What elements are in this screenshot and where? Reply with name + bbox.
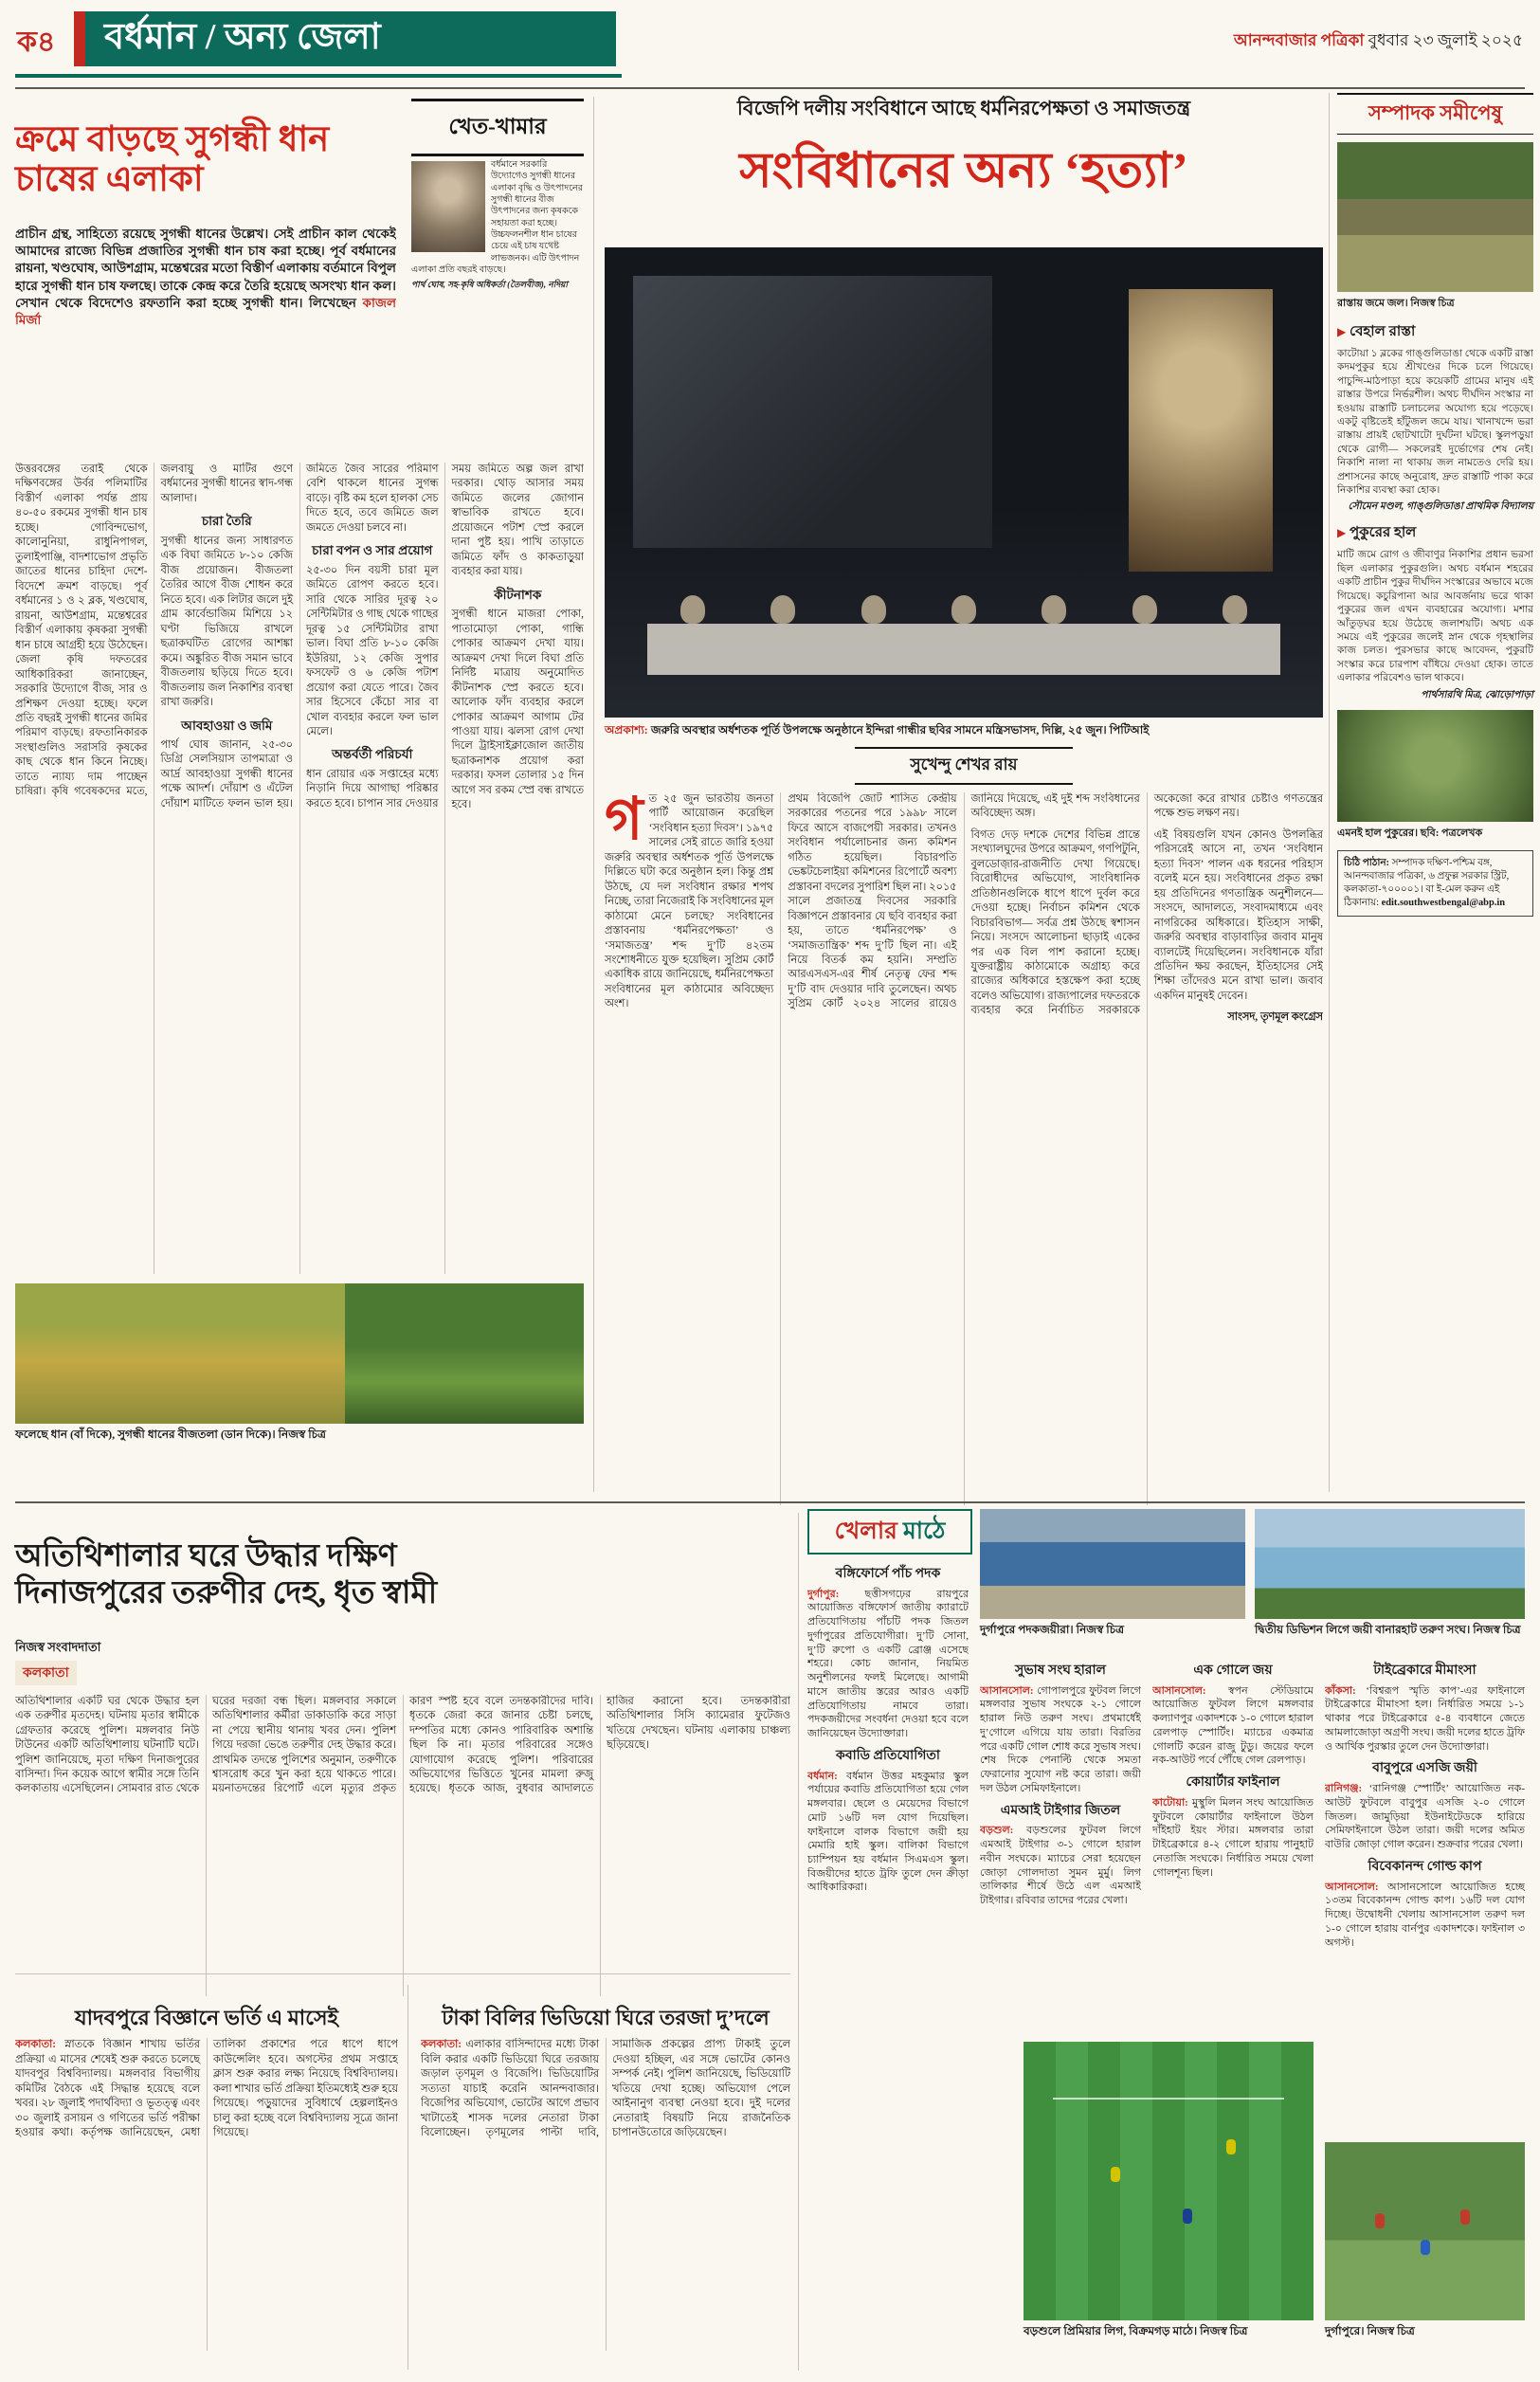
player-figure [1421, 2240, 1430, 2255]
sports-item-title: কবাডি প্রতিযোগিতা [836, 1748, 940, 1763]
farming-section-text: সুগন্ধী ধানের জন্য সাধারণত এক বিঘা জমিতে ৮-১০ কেজি বীজ প্রয়োজন। বীজতলা তৈরির আগে বীজ শোধন করে নিতে হবে। এক লিটার জলে দুই গ্রাম কার্বেন্ডাজিম মিশিয়ে ১২ ঘণ্টা ভিজিয়ে রাখলে ছত্রাকঘটিত রোগের আশঙ্কা কমে। অঙ্কুরিত বীজ সমান ভাবে বীজতলায় ছড়িয়ে দিতে হবে। বীজতলায় জল নিকাশির ব্যবস্থা রাখা জরুরি। [160, 535, 293, 709]
winning-team-photo [1255, 1509, 1525, 1619]
sports-column: টাইব্রেকারে মীমাংসা কাঁকসা: ‘বিশ্বরূপ স্মৃতি কাপ’-এর ফাইনালে টাইব্রেকারে মীমাংসা হল। নির্ধারিত সময়ে ১-১ থাকার পরে টাইব্রেকারে ৫-৪ ব্যবধানে জেতে আমলাজোড়া অগ্রণী সংঘ। জয়ী দলের হাতে ট্রফি ও আর্থিক পুরস্কার তুলে দেন উদ্যোক্তারা। বাবুপুরে এসজি জয়ী রানিগঞ্জ: ‘রানিগঞ্জ স্পোর্টিং’ আয়োজিত নক-আউট ফুটবলে বাবুপুর এসজি ২-০ গোলে জিতল। জামুড়িয়া ইউনাইটেডকে হারিয়ে সেমিফাইনালে উঠল তারা। জয়ী দলের অমিত বাউরি জোড়া গোল করেন। শুক্রবার পরের খেলা। বিবেকানন্দ গোল্ড কাপ আসানসোল: আসানসোলে আয়োজিত হচ্ছে ১৩তম বিবেকানন্দ গোল্ড কাপ। ১৬টি দল যোগ দিচ্ছে। উদ্বোধনী খেলায় আসানসোল তরুণ দল ১-০ গোলে হারায় বার্নপুর একাদশকে। ফাইনাল ৩ অগস্ট। [1325, 1664, 1525, 1949]
letter2-title: ▶ পুকুরের হাল [1337, 525, 1417, 541]
sports-item-title: বিবেকানন্দ গোল্ড কাপ [1368, 1859, 1482, 1874]
farming-lead: উত্তরবঙ্গের তরাই থেকে দক্ষিণবঙ্গের উর্বর পলিমাটির বিস্তীর্ণ এলাকা পর্যন্ত প্রায় ৪০-৫০ রকমের সুগন্ধী ধান চাষ হচ্ছে। গোবিন্দভোগ, কালোনুনিয়া, রাধুনিপাগল, তুলাইপাঞ্জি, বাদশাভোগ প্রভৃতি জাতের ধানের চাহিদা দেশে-বিদেশে ক্রমশ বাড়ছে। পূর্ব বর্ধমানের ১ ও ২ ব্লক, খণ্ডঘোষ, রায়না, আউশগ্রাম, মন্তেশ্বরের বিস্তীর্ণ এলাকায় কৃষকরা সুগন্ধী ধান চাষে আগ্রহী হয়ে উঠেছেন। জেলা কৃষি দফতরের আধিকারিকরা জানাচ্ছেন, সরকারি উদ্যোগে বীজ, সার ও প্রশিক্ষণ দেওয়া হচ্ছে। ফলে প্রতি বছরই সুগন্ধী ধানের জমির পরিমাণ বাড়ছে। রফতানিকারক সংস্থাগুলিও সরাসরি কৃষকের কাছ থেকে ধান কিনে নিচ্ছে। তাতে ন্যায্য দাম পাচ্ছেন চাষিরা। কৃষি গবেষকদের মতে, জলবায়ু ও মাটির গুণে বর্ধমানের সুগন্ধী ধানের স্বাদ-গন্ধ আলাদা। [15, 464, 293, 798]
sports-item-title: বঙ্গিফোর্সে পাঁচ পদক [835, 1567, 941, 1581]
pond-photo [1337, 710, 1533, 822]
letters-photo2-caption: এমনই হাল পুকুরের। ছবি: পত্রলেখক [1337, 827, 1483, 839]
article-crime [15, 1513, 790, 1966]
farming-subhead: অন্তর্বর্তী পরিচর্যা [332, 747, 413, 762]
main-headline: সংবিধানের অন্য ‘হত্যা’ [739, 144, 1188, 198]
letter2-text: মাটি জমে রোগ ও জীবাণুর নিকাশির প্রধান ভরসা ছিল এলাকার পুকুরগুলি। অথচ বর্ধমান শহরের একটি প্রাচীন পুকুর দীর্ঘদিন সংস্কারের অভাবে মজে গিয়েছে। কচুরিপানা আর আবর্জনায় ভরে থাকা পুকুরের জল এখন ব্যবহারের অযোগ্য। মশার আঁতুড়ঘর হয়ে উঠেছে জলাশয়টি। অথচ এক সময়ে এই পুকুরের জলেই স্নান থেকে গৃহস্থালির কাজ চলত। পুরসভার কাছে আবেদন, পুকুরটি সংস্কার করে চারপাশ বাঁধিয়ে দেওয়া হোক। তাতে এলাকার পরিবেশও ভাল থাকবে। [1337, 550, 1533, 684]
farming-photo-caption: ফলেছে ধান (বাঁ দিকে), সুগন্ধী ধানের বীজতলা (ডান দিকে)। নিজস্ব চিত্র [15, 1427, 326, 1441]
indira-portrait [1129, 289, 1273, 572]
jadavpur-place: কলকাতা: [15, 2039, 57, 2051]
event-stage-photo [605, 247, 1323, 718]
farming-author: কাজল মির্জা [15, 295, 396, 328]
letter2-signature: পার্থসারথি মিত্র, ঝোড়োপাড়া [1421, 689, 1533, 700]
player-figure [1111, 2167, 1120, 2182]
letters-photo1-caption: রাস্তায় জমে জল। নিজস্ব চিত্র [1337, 298, 1455, 309]
paper-name: আনন্দবাজার পত্রিকা [1233, 31, 1365, 49]
main-photo-caption: অপ্রকাশ্য: জরুরি অবস্থার অর্ধশতক পূর্তি উপলক্ষে অনুষ্ঠানে ইন্দিরা গান্ধীর ছবির সামনে মন্ত্রিসভাসদ, দিল্লি, ২৫ জুন। পিটিআই [605, 722, 1150, 736]
crime-place: কলকাতা [15, 1661, 77, 1685]
farming-sidebar-note: বর্ধমানে সরকারি উদ্যোগেও সুগন্ধী ধানের এলাকা বৃদ্ধি ও উৎপাদনের সুগন্ধী ধানের বীজ উৎপাদনের জন্য কৃষককে সহায়তা করা হচ্ছে। উচ্চফলনশীল ধান চাষের চেয়ে এই চাষ যথেষ্ট লাভজনক। এটি উৎপাদন এলাকা প্রতি বছরই বাড়ছে। [411, 160, 583, 276]
article-cash-video [421, 1985, 790, 2370]
dais-table [647, 624, 1279, 676]
tarja-headline: টাকা বিলির ভিডিয়ো ঘিরে তরজা দু’দলে [442, 2006, 770, 2029]
farming-sidebar-credit: পার্থ ঘোষ, সহ-কৃষি অধিকর্তা (তৈলবীজ), নদিয়া [411, 280, 568, 290]
letter1-title: ▶ বেহাল রাস্তা [1337, 324, 1416, 339]
letter1-signature: সৌমেন মণ্ডল, গাঙ্গুলিডাঙা প্রাথমিক বিদ্যালয় [1348, 501, 1533, 513]
masthead-title: বর্ধমান / অন্য জেলা [104, 17, 381, 57]
sports-photo3-caption: বড়শুলে প্রিমিয়ার লিগ, বিক্রমগড় মাঠে। নিজস্ব চিত্র [1024, 2324, 1248, 2337]
sports-photo1-caption: দুর্গাপুরে পদকজয়ীরা। নিজস্ব চিত্র [980, 1623, 1125, 1636]
sports-label: খেলার মাঠে [807, 1509, 972, 1555]
farming-section-text: সুগন্ধী ধানে মাজরা পোকা, পাতামোড়া পোকা, গান্ধি পোকার আক্রমণ দেখা যায়। আক্রমণ দেখা দিলে বিঘা প্রতি নির্দিষ্ট মাত্রায় অনুমোদিত কীটনাশক স্প্রে করতে হবে। আলোক ফাঁদ ব্যবহার করলে পোকার আক্রমণ আগাম টের পাওয়া যায়। ঝলসা রোগ দেখা দিলে ট্রাইসাইক্লাজোল জাতীয় ছত্রাকনাশক প্রয়োগ করা দরকার। ফসল তোলার ১৫ দিন আগে সব রকম স্প্রে বন্ধ রাখতে হবে। [451, 609, 584, 811]
sports-item-title: এমআই টাইগার জিতল [1000, 1803, 1121, 1818]
main-body [605, 792, 1323, 1505]
sports-column: এক গোলে জয় আসানসোল: স্বপন স্টেডিয়ামে আয়োজিত ফুটবল লিগে মঙ্গলবার কল্যাণপুর একাদশকে ১-০ গোলে হারাল রেলপাড় স্পোর্টিং। ম্যাচের একমাত্র গোলটি করেন রাজু টুডু। জয়ের ফলে নক-আউট পর্বে পৌঁছে গেল রেলপাড়। কোয়ার্টার ফাইনাল কাটোয়া: মুস্থুলি মিলন সংঘ আয়োজিত ফুটবলে কোয়ার্টার ফাইনালে উঠল দাঁইহাট ইয়ং স্টার। মঙ্গলবার তারা টাইব্রেকারে ৪-২ গোলে হারায় পানুহাট নেতাজি সংঘকে। নির্ধারিত সময়ে খেলা গোলশূন্য ছিল। [1152, 1664, 1314, 1879]
article-jadavpur [15, 1985, 408, 2370]
tarja-place: কলকাতা: [421, 2039, 462, 2051]
header-rule [15, 87, 1525, 89]
letters-email-link[interactable]: edit.southwestbengal@abp.in [1381, 897, 1505, 908]
pitch-line [1053, 2098, 1285, 2100]
masthead-accent [15, 74, 622, 78]
farming-body [15, 463, 584, 1274]
player-figure [1375, 2213, 1385, 2228]
letter-bullet-icon: ▶ [1337, 325, 1347, 338]
letters-header: সম্পাদক সমীপেষু [1337, 93, 1533, 135]
crime-body: অতিথিশালার একটি ঘর থেকে উদ্ধার হল এক তরুণীর মৃতদেহ। ঘটনায় মৃতার স্বামীকে গ্রেফতার করেছে পুলিশ। মঙ্গলবার নিউ টাউনের একটি অতিথিশালায় ঘটনাটি ঘটে। পুলিশ জানিয়েছে, মৃতা দক্ষিণ দিনাজপুরের বাসিন্দা। দিন কয়েক আগে স্বামীর সঙ্গে তিনি কলকাতায় এসেছিলেন। সোমবার রাত থেকে ঘরের দরজা বন্ধ ছিল। মঙ্গলবার সকালে অতিথিশালার কর্মীরা ডাকাডাকি করে সাড়া না পেয়ে স্থানীয় থানায় খবর দেন। পুলিশ গিয়ে দরজা ভেঙে তরুণীর দেহ উদ্ধার করে। প্রাথমিক তদন্তে পুলিশের অনুমান, তরুণীকে শ্বাসরোধ করে খুন করা হয়ে থাকতে পারে। ময়নাতদন্তের রিপোর্ট এলে মৃত্যুর প্রকৃত কারণ স্পষ্ট হবে বলে তদন্তকারীদের দাবি। ধৃতকে জেরা করে জানার চেষ্টা চলছে, দম্পতির মধ্যে কোনও পারিবারিক অশান্তি ছিল কি না। মৃতার পরিবারের সঙ্গেও যোগাযোগ করেছে পুলিশ। পরিবারের অভিযোগের ভিত্তিতে খুনের মামলা রুজু হয়েছে। ধৃতকে আজ, বুধবার আদালতে হাজির করানো হবে। তদন্তকারীরা অতিথিশালার সিসি ক্যামেরার ফুটেজও খতিয়ে দেখছেন। ঘটনায় এলাকায় চাঞ্চল্য ছড়িয়েছে। [15, 1695, 790, 1795]
letters-contact-box: চিঠি পাঠান: সম্পাদক দক্ষিণ-পশ্চিম বঙ্গ, আনন্দবাজার পত্রিকা, ৬ প্রফুল্ল সরকার স্ট্রিট, কলকাতা-৭০০০০১। বা ই-মেল করুন এই ঠিকানায়: edit.southwestbengal@abp.in [1337, 850, 1533, 917]
main-paragraph: বিগত দেড় দশকে দেশের বিভিন্ন প্রান্তে সংখ্যালঘুদের উপরে আক্রমণ, গণপিটুনি, বুলডোজ়ার-রাজনীতি দেখা গিয়েছে। বিরোধীদের অভিযোগ, সাংবিধানিক প্রতিষ্ঠানগুলিকে ধাপে ধাপে দুর্বল করে দেওয়া হচ্ছে। নির্বাচন কমিশন থেকে বিচারবিভাগ— সর্বত্র প্রশ্ন উঠছে স্বশাসন নিয়ে। সংসদে আলোচনা ছাড়াই একের পর এক বিল পাশ করানো হচ্ছে। যুক্তরাষ্ট্রীয় কাঠামোকে অগ্রাহ্য করে রাজ্যের অধিকারে হস্তক্ষেপ করা হচ্ছে বলেও অভিযোগ। রাজ্যপালের দফতরকে ব্যবহার করে নির্বাচিত সরকারকে অকেজো করে রাখার চেষ্টাও গণতন্ত্রের পক্ষে শুভ লক্ষণ নয়। [970, 792, 1323, 1017]
player-figure [1183, 2209, 1192, 2224]
football-pitch-photo [1024, 2042, 1314, 2320]
sports-photo2-caption: দ্বিতীয় ডিভিশন লিগে জয়ী বানারহাট তরুণ সংঘ। নিজস্ব চিত্র [1255, 1623, 1521, 1636]
page-code: ক৪ [17, 27, 56, 58]
farming-headline: ক্রমে বাড়ছে সুগন্ধী ধান চাষের এলাকা [15, 119, 330, 199]
flooded-road-photo [1337, 142, 1533, 292]
farming-subhead: চারা তৈরি [201, 514, 252, 529]
author-headshot-photo [411, 161, 485, 252]
dateline [1234, 28, 1523, 55]
jadavpur-headline: যাদবপুরে বিজ্ঞানে ভর্তি এ মাসেই [74, 2006, 339, 2029]
letters-column [1329, 93, 1533, 1492]
sports-item-title: কোয়ার্টার ফাইনাল [1186, 1775, 1280, 1791]
sports-item-title: বাবুপুরে এসজি জয়ী [1372, 1761, 1477, 1776]
section-masthead [74, 11, 616, 66]
article-constitution [599, 93, 1329, 1492]
football-match-photo [1325, 2142, 1525, 2320]
article-farming [15, 97, 594, 1492]
letter-bullet-icon: ▶ [1337, 526, 1347, 540]
rice-field-photo [15, 1283, 584, 1424]
main-paragraph: এই বিষয়গুলি যখন কোনও উপলব্ধির পরিসরেই আসে না, তখন ‘সংবিধান হত্যা দিবস’ পালন এক ধরনের পরিহাস বলেই মনে হয়। সংবিধানের প্রকৃত রক্ষা হয় প্রতিদিনের গণতান্ত্রিক অনুশীলনে— সংসদে, আদালতে, সংবাদমাধ্যমে এবং নাগরিকের অধিকারে। ইতিহাস সাক্ষী, জরুরি অবস্থার বাড়াবাড়ির জবাব মানুষ ব্যালটেই দিয়েছিলেন। সংবিধানকে যাঁরা প্রতিদিন ক্ষয় করছেন, ইতিহাসের সেই শিক্ষা তাঁদেরও মনে রাখা ভাল। জবাব একদিন মানুষই দেবেন। [1153, 828, 1323, 1002]
stage-screen [633, 276, 992, 549]
farming-subhead: চারা বপন ও সার প্রয়োগ [312, 543, 433, 558]
seedbed-photo [345, 1283, 584, 1424]
sports-item-title: টাইব্রেকারে মীমাংসা [1373, 1664, 1477, 1678]
farming-section-text: ২৫-৩০ দিন বয়সী চারা মূল জমিতে রোপণ করতে হবে। সারি থেকে সারির দূরত্ব ২০ সেন্টিমিটার ও গাছ থেকে গাছের দূরত্ব ১৫ সেন্টিমিটার রাখা ভাল। বিঘা প্রতি ৮-১০ কেজি ইউরিয়া, ১২ কেজি সুপার ফসফেট ও ৬ কেজি পটাশ প্রয়োগ করা যেতে পারে। জৈব সার হিসেবে কেঁচো সার বা খোল ব্যবহার করলে ফল ভাল মেলে। [306, 564, 439, 737]
column-rule [798, 1513, 799, 2371]
jadavpur-body: কলকাতা: স্নাতকে বিজ্ঞান শাখায় ভর্তির প্রক্রিয়া এ মাসের শেষেই শুরু করতে চলেছে যাদবপুর বিশ্ববিদ্যালয়। মঙ্গলবার বিভাগীয় কমিটির বৈঠকে এই সিদ্ধান্ত হয়েছে বলে খবর। ২৮ জুলাই পদার্থবিদ্যা ও ভূতত্ত্ব এবং ৩০ জুলাই রসায়ন ও গণিতের ভর্তি পরীক্ষা হওয়ার কথা। কর্তৃপক্ষ জানিয়েছেন, মেধা তালিকা প্রকাশের পরে ধাপে ধাপে কাউন্সেলিং হবে। অগস্টের প্রথম সপ্তাহে ক্লাস শুরু করার লক্ষ্য নিয়েছে বিশ্ববিদ্যালয়। কলা শাখার ভর্তি প্রক্রিয়া ইতিমধ্যেই শুরু হয়ে গিয়েছে। পড়ুয়াদের সুবিধার্থে হেল্পলাইনও চালু করা হচ্ছে বলে বিশ্ববিদ্যালয় সূত্রে জানা গিয়েছে। [15, 2039, 398, 2139]
tarja-body: কলকাতা: এলাকার বাসিন্দাদের মধ্যে টাকা বিলি করার একটি ভিডিয়ো ঘিরে তরজায় জড়াল তৃণমূল ও বিজেপি। ভিডিয়োটির সত্যতা যাচাই করেনি আনন্দবাজার। বিজেপির অভিযোগ, ভোটের আগে প্রভাব খাটাতেই শাসক দলের নেতারা টাকা বিলোচ্ছেন। তৃণমূলের পাল্টা দাবি, সামাজিক প্রকল্পের প্রাপ্য টাকাই তুলে দেওয়া হচ্ছিল, এর সঙ্গে ভোটের কোনও সম্পর্ক নেই। পুলিশ জানিয়েছে, ভিডিয়োটি খতিয়ে দেখা হচ্ছে। অভিযোগ পেলে আইনানুগ ব্যবস্থা নেওয়া হবে। দুই দলের নেতারাই বিষয়টি নিয়ে রাজনৈতিক চাপানউতোরে জড়িয়েছেন। [421, 2039, 790, 2139]
farming-sidebar [411, 159, 584, 291]
sports-column: বঙ্গিফোর্সে পাঁচ পদক দুর্গাপুর: ছত্তীসগঢ়ের রায়পুরে আয়োজিত বঙ্গিফোর্স জাতীয় ক্যারাটে প্রতিযোগিতায় পাঁচটি পদক জিতল দুর্গাপুরের প্রতিযোগীরা। দু’টি সোনা, দু’টি রুপো ও একটি ব্রোঞ্জ এসেছে শহরে। কোচ জানান, নিয়মিত অনুশীলনের ফলই মিলেছে। আগামী মাসে জাতীয় স্তরের আরও একটি প্রতিযোগিতায় নামবে তারা। পদকজয়ীদের সংবর্ধনা দেওয়া হবে বলে জানিয়েছেন উদ্যোক্তারা। কবাডি প্রতিযোগিতা বর্ধমান: বর্ধমান উত্তর মহকুমার স্কুল পর্যায়ের কবাডি প্রতিযোগিতা হয়ে গেল মঙ্গলবার। ছেলে ও মেয়েদের বিভাগে মোট ১৬টি দল যোগ দিয়েছিল। ফাইনালে বালক বিভাগে জয়ী হয় মেমারি হাই স্কুল। বালিকা বিভাগে চ্যাম্পিয়ন হয় বর্ধমান সিএমএস স্কুল। বিজয়ীদের হাতে ট্রফি তুলে দেন ক্রীড়া আধিকারিকরা। [807, 1567, 969, 1894]
main-kicker: বিজেপি দলীয় সংবিধানে আছে ধর্মনিরপেক্ষতা ও সমাজতন্ত্র [736, 97, 1191, 119]
dropcap: গ [605, 791, 643, 852]
farming-subhead: আবহাওয়া ও জমি [181, 718, 273, 733]
ripe-paddy-photo [15, 1283, 345, 1424]
crime-byline: নিজস্ব সংবাদদাতা [15, 1639, 101, 1654]
farming-subhead: কীটনাশক [494, 587, 542, 602]
player-figure [1460, 2209, 1470, 2225]
sports-column: সুভাষ সংঘ হারাল আসানসোল: গোপালপুরে ফুটবল লিগে মঙ্গলবার সুভাষ সংঘকে ২-১ গোলে হারাল নিউ তরুণ সংঘ। প্রথমার্ধেই দু’গোলে এগিয়ে যায় তারা। বিরতির পরে একটি গোল শোধ করে সুভাষ সংঘ। শেষ দিকে পেনাল্টি থেকে সমতা ফেরানোর সুযোগ নষ্ট করে তারা। জয়ী দল উঠল সেমিফাইনালে। এমআই টাইগার জিতল বড়শুল: বড়শুলের ফুটবল লিগে এমআই টাইগার ৩-১ গোলে হারাল নবীন সংঘকে। ম্যাচের সেরা হয়েছেন জোড়া গোলদাতা সুমন মুর্মু। লিগ তালিকার শীর্ষে উঠে এল এমআই টাইগার। রবিবার তাদের পরের খেলা। [980, 1664, 1141, 1907]
sports-photo4-caption: দুর্গাপুরে। নিজস্ব চিত্র [1325, 2324, 1415, 2337]
issue-date: বুধবার ২৩ জুলাই ২০২৫ [1368, 31, 1523, 49]
sports-item-title: সুভাষ সংঘ হারাল [1015, 1664, 1106, 1678]
panelists [647, 576, 1279, 624]
main-paragraph: গত ২৫ জুন ভারতীয় জনতা পার্টি আয়োজন করেছিল ‘সংবিধান হত্যা দিবস’। ১৯৭৫ সালের সেই রাতে জারি হওয়া জরুরি অবস্থার অর্ধশতক পূর্তি উপলক্ষে দিল্লিতে ঘটা করে অনুষ্ঠান হল। কিন্তু প্রশ্ন উঠছে, যে দল সংবিধান রক্ষার শপথ নিচ্ছে, তারা নিজেরাই কি সংবিধানের মূল কাঠামো মেনে চলছে? সংবিধানের প্রস্তাবনায় ‘ধর্মনিরপেক্ষতা’ ও ‘সমাজতন্ত্র’ শব্দ দু’টি ৪২তম সংশোধনীতে যুক্ত হয়েছিল। সুপ্রিম কোর্ট একাধিক রায়ে জানিয়েছে, ধর্মনিরপেক্ষতা সংবিধানের মূল কাঠামোর অবিচ্ছেদ্য অংশ। [605, 791, 774, 1010]
player-figure [1226, 2139, 1236, 2155]
medal-winners-photo [980, 1509, 1245, 1619]
main-paragraph: প্রথম বিজেপি জোট শাসিত কেন্দ্রীয় সরকারের পতনের পরে ১৯৯৮ সালে ফিরে আসে বাজপেয়ী সরকার। তখনও সংবিধান পর্যালোচনার জন্য কমিশন গঠিত হয়েছিল। বিচারপতি ভেঙ্কটচেলাইয়া কমিশনের রিপোর্টে অবশ্য প্রস্তাবনা বদলের সুপারিশ ছিল না। ২০১৫ সালে প্রজাতন্ত্র দিবসের সরকারি বিজ্ঞাপনে প্রস্তাবনার যে ছবি ব্যবহার করা হয়, তাতে ‘ধর্মনিরপেক্ষ’ ও ‘সমাজতান্ত্রিক’ শব্দ দু’টি ছিল না। এই নিয়ে বিতর্ক কম হয়নি। সম্প্রতি আরএসএস-এর শীর্ষ নেতৃত্ব ফের শব্দ দু’টি বাদ দেওয়ার দাবি তুলেছেন। অথচ সুপ্রিম কোর্ট ২০২৪ সালের রায়েও জানিয়ে দিয়েছে, এই দুই শব্দ সংবিধানের অবিচ্ছেদ্য অঙ্গ। [788, 792, 1140, 1010]
sports-section [807, 1509, 1525, 2374]
farming-section-text: ধান রোয়ার এক সপ্তাহের মধ্যে নিড়ানি দিয়ে আগাছা পরিষ্কার করতে হবে। চাপান সার দেওয়ার সময় জমিতে অল্প জল রাখা দরকার। থোড় আসার সময় জমিতে জলের জোগান স্বাভাবিক রাখতে হবে। প্রয়োজনে পটাশ স্প্রে করলে দানা পুষ্ট হয়। পাখি তাড়াতে জমিতে ফাঁদ ও কাকতাড়ুয়া ব্যবহার করা যায়। [306, 464, 584, 809]
farming-intro: প্রাচীন গ্রন্থ, সাহিত্যে রয়েছে সুগন্ধী ধানের উল্লেখ। সেই প্রাচীন কাল থেকেই আমাদের রাজ্যে বিভিন্ন প্রজাতির সুগন্ধী ধান চাষ করা হচ্ছে। পূর্ব বর্ধমানের রায়না, খণ্ডঘোষ, আউশগ্রাম, মন্তেশ্বরের মতো বিস্তীর্ণ এলাকায় বর্তমানে বিপুল হারে সুগন্ধী ধান চাষ ফলছে। তাকে কেন্দ্র করে তৈরি হয়েছে অসংখ্য ধান কল। সেখান থেকে বিদেশেও রফতানি করা হচ্ছে সুগন্ধী ধান। লিখেছেন কাজল মির্জা [15, 227, 396, 328]
section-divider [15, 1501, 1525, 1503]
letter1-text: কাটোয়া ১ ব্লকের গাঙ্গুলিডাঙা থেকে একটি রাস্তা কদমপুকুর হয়ে শ্রীখণ্ডের দিকে চলে গিয়েছে। পাচুন্দি-মাঠপাড়া হয়ে কয়েকটি গ্রামের মানুষ এই রাস্তার উপরে নির্ভরশীল। অথচ দীর্ঘদিন সংস্কার না হওয়ায় রাস্তাটি চলাচলের অযোগ্য হয়ে পড়েছে। একটু বৃষ্টিতেই হাঁটুজল জমে যায়। খানাখন্দে ভরা রাস্তায় প্রায়ই ছোটখাটো দুর্ঘটনা ঘটছে। স্কুলপড়ুয়া থেকে রোগী— সকলেরই দুর্ভোগের শেষ নেই। নিকাশি নালা না থাকায় জল নামতেও দেরি হয়। প্রশাসনের কাছে অনুরোধ, দ্রুত রাস্তাটি পাকা করে নিকাশির ব্যবস্থা করা হোক। [1337, 349, 1533, 497]
crime-headline: অতিথিশালার ঘরে উদ্ধার দক্ষিণ দিনাজপুরের তরুণীর দেহ, ধৃত স্বামী [15, 1539, 438, 1611]
farming-section-text: পার্থ ঘোষ জানান, ২৫-৩০ ডিগ্রি সেলসিয়াস তাপমাত্রা ও আর্দ্র আবহাওয়া সুগন্ধী ধানের পক্ষে আদর্শ। দোঁয়াশ ও এঁটেল দোঁয়াশ মাটিতে ফলন ভাল হয়। জমিতে জৈব সারের পরিমাণ বেশি থাকলে ধানের সুগন্ধ বাড়ে। বৃষ্টি কম হলে হালকা সেচ দিতে হবে, তবে জমিতে জল জমতে দেওয়া চলবে না। [160, 464, 439, 809]
main-author: সুখেন্দু শেখর রায় [855, 747, 1073, 785]
farming-kicker: খেত-খামার [411, 99, 584, 156]
sports-item-title: এক গোলে জয় [1193, 1664, 1273, 1678]
main-signoff: সাংসদ, তৃণমূল কংগ্রেস [1227, 1011, 1323, 1024]
